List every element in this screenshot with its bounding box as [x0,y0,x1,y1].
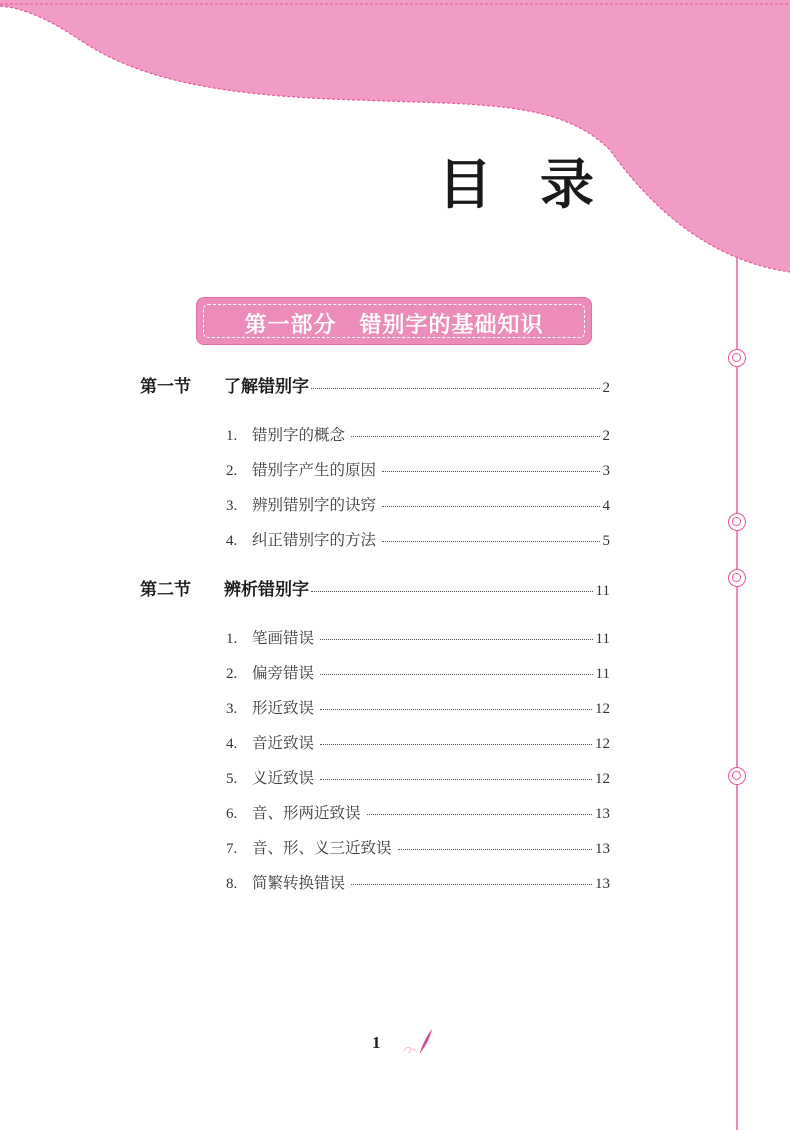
item-title: 错别字的概念 [252,426,346,444]
item-page-number: 12 [595,771,610,787]
section-page-number: 2 [602,380,610,396]
item-title: 辨别错别字的诀窍 [252,496,377,514]
dot-leader [382,541,599,542]
item-page-number: 11 [595,666,610,682]
dot-leader [382,506,599,507]
feather-icon [400,1027,436,1057]
item-title: 音、形、义三近致误 [252,839,392,857]
dot-leader [320,779,592,780]
toc-item-row[interactable] [226,661,610,683]
item-number: 7. [226,841,238,857]
page-title: 目录 [438,152,642,216]
dot-leader [320,744,592,745]
item-number: 3. [226,701,238,717]
page-number: 1 [372,1033,381,1052]
item-page-number: 12 [595,736,610,752]
item-title: 义近致误 [252,769,315,787]
item-number: 1. [226,631,238,647]
item-number: 8. [226,876,238,892]
item-page-number: 13 [595,876,610,892]
dot-leader [320,639,593,640]
toc-item-row[interactable] [226,493,610,515]
section-number: 第二节 [140,580,191,600]
toc-item-row[interactable] [226,626,610,648]
item-title: 偏旁错误 [252,664,315,682]
item-title: 纠正错别字的方法 [252,531,377,549]
toc-item-row[interactable] [226,801,610,823]
toc-item-row[interactable] [226,836,610,858]
section-number: 第一节 [140,377,191,397]
item-title: 笔画错误 [252,629,315,647]
item-number: 6. [226,806,238,822]
dot-leader [382,471,599,472]
ring-ornament-icon [728,767,746,785]
item-title: 错别字产生的原因 [252,461,377,479]
item-page-number: 2 [602,428,610,444]
item-page-number: 11 [595,631,610,647]
dot-leader [320,709,592,710]
item-page-number: 3 [602,463,610,479]
toc-section-row[interactable] [140,372,610,397]
section-title: 辨析错别字 [224,580,309,600]
item-page-number: 13 [595,806,610,822]
item-title: 音、形两近致误 [252,804,361,822]
item-title: 形近致误 [252,699,315,717]
ring-ornament-icon [728,349,746,367]
dot-leader [311,591,593,592]
item-page-number: 5 [602,533,610,549]
toc-item-row[interactable] [226,731,610,753]
section-title: 了解错别字 [224,377,309,397]
toc-item-row[interactable] [226,766,610,788]
item-number: 5. [226,771,238,787]
item-page-number: 13 [595,841,610,857]
item-number: 1. [226,428,238,444]
dot-leader [398,849,592,850]
toc-item-row[interactable] [226,696,610,718]
part-banner [196,297,592,345]
dot-leader [351,436,599,437]
dot-leader [311,388,600,389]
item-number: 2. [226,666,238,682]
item-title: 音近致误 [252,734,315,752]
dot-leader [351,884,592,885]
item-title: 简繁转换错误 [252,874,346,892]
dot-leader [320,674,593,675]
dot-leader [367,814,592,815]
toc-item-row[interactable] [226,458,610,480]
ring-ornament-icon [728,569,746,587]
toc-item-row[interactable] [226,423,610,445]
item-number: 3. [226,498,238,514]
item-number: 4. [226,533,238,549]
item-number: 4. [226,736,238,752]
toc-section-row[interactable] [140,575,610,600]
item-page-number: 4 [602,498,610,514]
item-page-number: 12 [595,701,610,717]
section-page-number: 11 [595,583,610,599]
toc-item-row[interactable] [226,528,610,550]
part-title: 第一部分 错别字的基础知识 [244,312,544,338]
ring-ornament-icon [728,513,746,531]
toc-item-row[interactable] [226,871,610,893]
item-number: 2. [226,463,238,479]
